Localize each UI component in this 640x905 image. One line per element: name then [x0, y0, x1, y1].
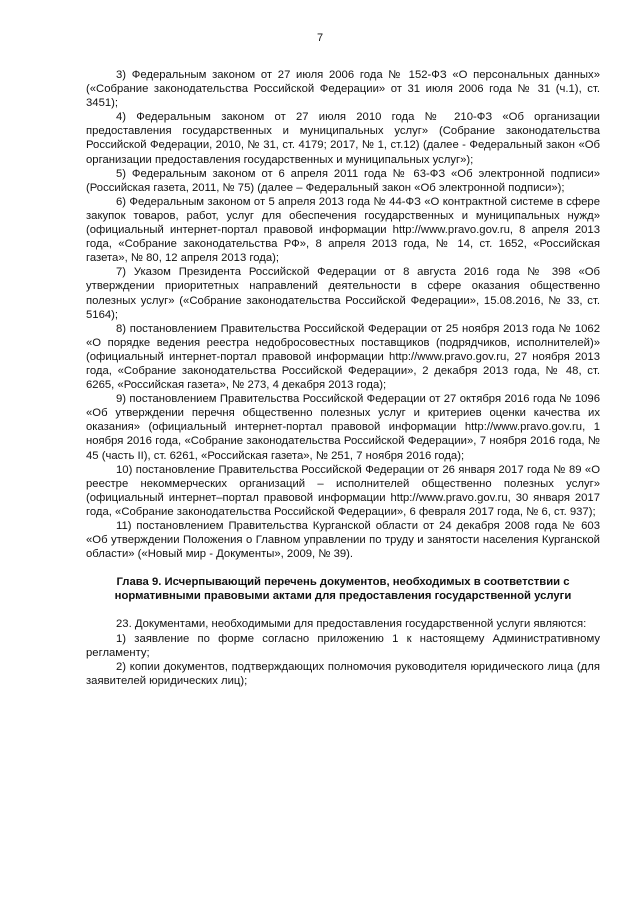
list-item: 10) постановление Правительства Российской Федерации от 26 января 2017 года № 89 «О реестре некоммерческих организаций – исполнителей общественно полезных услуг» (официальный интернет–портал правовой информации http://www.pravo.gov.ru, 30 января 2017 года, «Собрание законодательства Российской Федерации», 6 февраля 2017 года, № 6, ст. 937);	[86, 463, 600, 518]
list-item: 7) Указом Президента Российской Федерации от 8 августа 2016 года № 398 «Об утверждении приоритетных направлений деятельности в сфере оказания общественно полезных услуг» («Собрание законодательства Российской Федерации», 15.08.2016, № 33, ст. 5164);	[86, 266, 600, 321]
document-body	[86, 68, 600, 688]
page-number: 7	[316, 32, 324, 44]
chapter-heading: Глава 9. Исчерпывающий перечень документов, необходимых в соответствии с нормативными правовыми актами для предоставления государственной услуги	[114, 576, 572, 603]
spacer	[86, 603, 600, 617]
list-item: 6) Федеральным законом от 5 апреля 2013 года № 44-ФЗ «О контрактной системе в сфере закупок товаров, работ, услуг для обеспечения государственных и муниципальных нужд» (официальный интернет-портал правовой информации http://www.pravo.gov.ru, 8 апреля 2013 года, «Собрание законодательства РФ», 8 апреля 2013 года, № 14, ст. 1652, «Российская газета», № 80, 12 апреля 2013 года);	[86, 195, 600, 265]
list-item: 3) Федеральным законом от 27 июля 2006 года № 152-ФЗ «О персональных данных» («Собрание законодательства Российской Федерации» от 31 июля 2006 года № 31 (ч.1), ст. 3451);	[86, 69, 600, 110]
list-item: 23. Документами, необходимыми для предоставления государственной услуги являются:	[116, 618, 587, 631]
spacer	[86, 561, 600, 575]
list-item: 4) Федеральным законом от 27 июля 2010 года № 210-ФЗ «Об организации предоставления государственных и муниципальных услуг» (Собрание законодательства Российской Федерации, 2010, № 31, ст. 4179; 2017, № 1, ст.12) (далее - Федеральный закон «Об организации предоставления государственных и муниципальных услуг»);	[86, 111, 600, 166]
list-item: 1) заявление по форме согласно приложению 1 к настоящему Административному регламенту;	[86, 632, 600, 659]
list-item: 11) постановлением Правительства Курганской области от 24 декабря 2008 года № 603 «Об утверждении Положения о Главном управлении по труду и занятости населения Курганской области» («Новый мир - Документы», 2009, № 39).	[86, 520, 600, 561]
list-item: 9) постановлением Правительства Российской Федерации от 27 октября 2016 года № 1096 «Об утверждении перечня общественно полезных услуг и критериев оценки качества их оказания» (официальный интернет-портал правовой информации http://www.pravo.gov.ru, 1 ноября 2016 года, «Собрание законодательства Российской Федерации», 7 ноября 2016 года, № 45 (часть II), ст. 6261, «Российская газета», № 251, 7 ноября 2016 года);	[86, 393, 600, 462]
list-item: 2) копии документов, подтверждающих полномочия руководителя юридического лица (для заявителей юридических лиц);	[86, 660, 600, 687]
list-item: 5) Федеральным законом от 6 апреля 2011 года № 63-ФЗ «Об электронной подписи» (Российская газета, 2011, № 75) (далее – Федеральный закон «Об электронной подписи»);	[86, 167, 600, 194]
list-item: 8) постановлением Правительства Российской Федерации от 25 ноября 2013 года № 1062 «О порядке ведения реестра недобросовестных поставщиков (подрядчиков, исполнителей)» (официальный интернет-портал правовой информации http://www.pravo.gov.ru, 27 ноября 2013 года, «Собрание законодательства Российской Федерации», 2 декабря 2013 года, № 48, ст. 6265, «Российская газета», № 273, 4 декабря 2013 года);	[86, 322, 600, 392]
